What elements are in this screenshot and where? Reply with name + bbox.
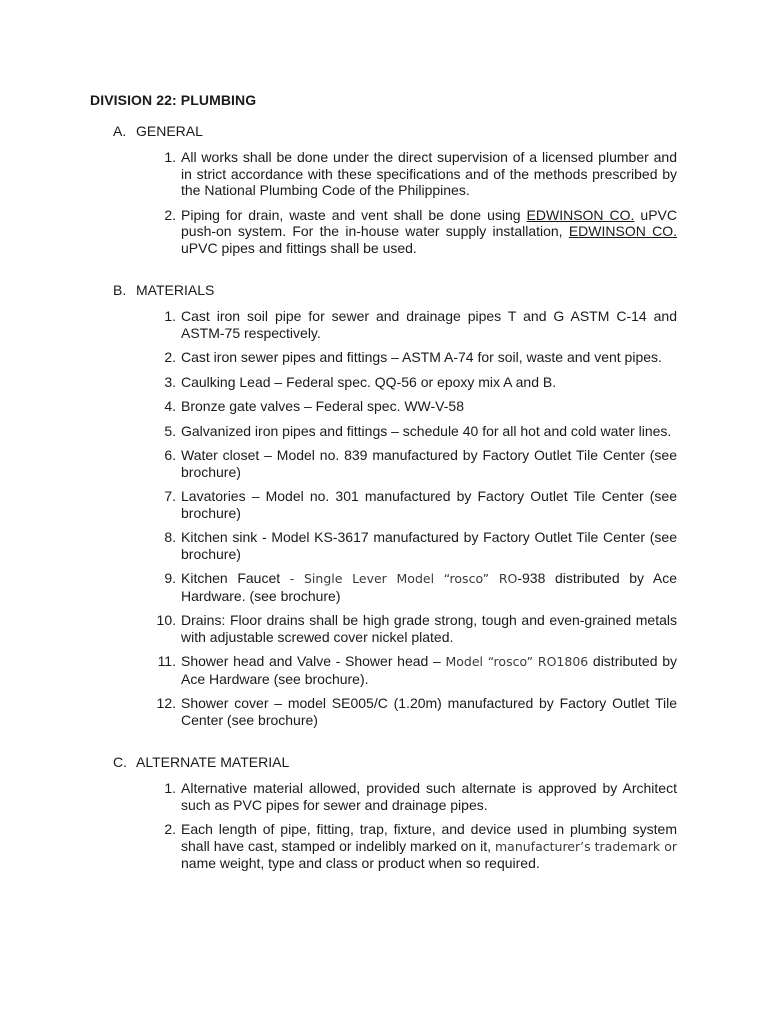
text-run: uPVC pipes and fittings shall be used. [181, 239, 417, 256]
section-b [0, 282, 768, 728]
section-title: MATERIALS [136, 282, 215, 298]
text-run: name weight, type and class or product when so required. [181, 855, 540, 871]
list-item-text [181, 821, 677, 872]
text-run: Lavatories – Model no. 301 manufactured by Factory Outlet Tile Center (see brochure) [181, 488, 677, 521]
list-item-number: 2. [164, 206, 176, 223]
section-letter: A. [113, 123, 127, 139]
section-c [0, 754, 768, 872]
list-item-number: 10. [156, 612, 176, 628]
text-run: Shower cover – model SE005/C (1.20m) manufactured by Factory Outlet Tile Center (see brochure) [181, 695, 677, 728]
text-run: Galvanized iron pipes and fittings – schedule 40 for all hot and cold water lines. [181, 422, 672, 439]
list-item [0, 695, 768, 728]
list-item-text [181, 529, 677, 562]
list-item-text [181, 308, 677, 341]
list-item-text [181, 612, 677, 645]
text-run: Cast iron soil pipe for sewer and drainage pipes T and G ASTM C-14 and ASTM-75 respectively. [181, 308, 677, 341]
list-item [0, 612, 768, 645]
section-a [0, 123, 768, 256]
section-letter: B. [113, 282, 127, 298]
section-heading [113, 754, 768, 771]
list-item-text [181, 447, 677, 480]
list-item [0, 447, 768, 480]
section-heading [113, 123, 768, 140]
list-item-text [181, 149, 677, 199]
section-letter: C. [113, 754, 127, 770]
list-item-text [181, 780, 677, 813]
text-run: Each length of pipe, fitting, trap, fixture, and device used in plumbing system shall have cast, stamped or indelibly marked on it, [181, 821, 677, 854]
text-run: distributed by Ace Hardware (see brochure). [181, 653, 677, 687]
document-body [0, 123, 768, 898]
list-item [0, 149, 768, 199]
text-run: Kitchen sink - Model KS-3617 manufactured by Factory Outlet Tile Center (see brochure) [181, 529, 677, 562]
list-item [0, 780, 768, 813]
list-item-text [181, 695, 677, 728]
section-item-list [0, 149, 768, 256]
list-item [0, 398, 768, 415]
list-item-number: 8. [164, 529, 176, 545]
text-run: -938 distributed by Ace Hardware. (see brochure) [181, 570, 678, 604]
list-item-number: 3. [164, 373, 176, 390]
list-item-text [181, 349, 677, 366]
section-title: ALTERNATE MATERIAL [136, 754, 290, 770]
text-run: Caulking Lead – Federal spec. QQ-56 or epoxy mix A and B. [181, 373, 557, 390]
list-item [0, 653, 768, 687]
list-item [0, 308, 768, 341]
alt-font-text: Model “rosco” RO1806 [445, 654, 589, 669]
list-item-text [181, 488, 677, 521]
list-item-text [181, 423, 677, 440]
list-item [0, 374, 768, 391]
list-item [0, 423, 768, 440]
text-run: Drains: Floor drains shall be high grade strong, tough and even-grained metals with adjustable screwed cover nickel plated. [181, 612, 677, 645]
section-title: GENERAL [136, 123, 203, 139]
list-item [0, 207, 768, 257]
text-run: All works shall be done under the direct supervision of a licensed plumber and in strict accordance with these specifications and of the methods prescribed by the National Plumbing Code of the Philippines. [181, 149, 677, 198]
list-item-text [181, 374, 677, 391]
list-item-number: 1. [164, 308, 176, 324]
list-item-number: 1. [164, 149, 176, 165]
text-run: Water closet – Model no. 839 manufactured by Factory Outlet Tile Center (see brochure) [181, 447, 677, 480]
text-run: Alternative material allowed, provided such alternate is approved by Architect such as PVC pipes for sewer and drainage pipes. [181, 780, 677, 813]
list-item [0, 488, 768, 521]
document-title: DIVISION 22: PLUMBING [90, 92, 257, 108]
list-item-number: 11. [157, 653, 176, 669]
list-item-number: 5. [164, 422, 176, 439]
underlined-brand-text: EDWINSON CO. [526, 206, 635, 223]
underlined-brand-text: EDWINSON CO. [568, 223, 677, 239]
alt-font-text: manufacturer’s trademark or [495, 838, 677, 854]
text-run: uPVC push-on system. For the in-house water supply installation, [181, 206, 677, 239]
text-run: Cast iron sewer pipes and fittings – ASTM A-74 for soil, waste and vent pipes. [181, 349, 662, 365]
list-item [0, 570, 768, 604]
list-item-text [181, 570, 677, 604]
text-run: Piping for drain, waste and vent shall be done using [181, 206, 527, 223]
list-item [0, 349, 768, 366]
list-item-text [181, 398, 677, 415]
list-item-number: 2. [164, 349, 176, 365]
list-item-text [181, 207, 677, 257]
text-run: Shower head and Valve - Shower head – [181, 653, 446, 669]
text-run: Kitchen Faucet [181, 570, 290, 586]
section-item-list [0, 308, 768, 728]
alt-font-text: - Single Lever Model “rosco” RO [289, 571, 518, 586]
list-item-number: 9. [164, 570, 176, 586]
section-heading [113, 282, 768, 299]
list-item-number: 2. [164, 821, 176, 837]
list-item [0, 529, 768, 562]
list-item-number: 4. [164, 398, 176, 414]
list-item-number: 6. [164, 447, 176, 463]
list-item-number: 7. [164, 488, 176, 504]
text-run: Bronze gate valves – Federal spec. WW-V-58 [181, 398, 464, 414]
list-item-number: 1. [164, 780, 176, 796]
section-item-list [0, 780, 768, 872]
list-item-text [181, 653, 677, 687]
list-item [0, 821, 768, 872]
list-item-number: 12. [156, 695, 176, 711]
